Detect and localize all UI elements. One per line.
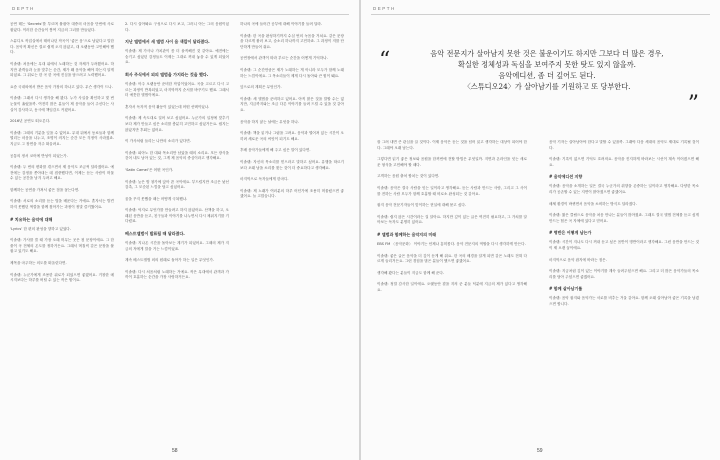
body-paragraph: ‘Lyrics’ 한 편의 완성을 향하고 있었다. [10, 226, 71, 231]
body-paragraph: 잘 그려 내면 큰 관심을 끌 것이다. 이제 음악은 듣는 것을 넘어 읽고 생각하는 대상이 되어야 한다. 그래야 오래 남는다. [377, 140, 527, 150]
body-paragraph: 이솔렛: 그 순간만큼은 제가 노래하는 게 아니라 모두가 함께 노래하는 느낌이에요. 그 목소리들이 제게 다시 돌아와 큰 힘이 돼요. [240, 67, 344, 78]
body-paragraph: 공연장에서 관객이 따라 부르는 순간을 어떻게 기억하나. [240, 56, 328, 61]
body-paragraph: 이 가사처럼 들리는 나만의 소리가 있다면. [125, 139, 191, 144]
section-heading: # 치유하는 음악에 대해 [10, 216, 53, 222]
body-paragraph: 공통의 정서 코어에 반성이 되었는가. [10, 153, 68, 158]
body-paragraph: 이솔렛: 아주 오랫동안 준비한 작업이었어요. 곡을 고르고 다시 고르는 과정이 반복되었고, 마지막까지 순서를 바꾸기도 했죠. 그래서 더 애틋한 앨범이에요. [125, 81, 229, 98]
body-paragraph: 이솔렛: 새 앨범을 준비하고 있어요. 아직 많은 것을 말할 수는 없지만, 지금까지와는 조금 다른 이야기를 들려 드릴 수 있을 것 같아요. [240, 96, 344, 112]
text-column-2 [125, 22, 229, 442]
section-heading: # 앨범과 함께하는 음악지의 미래 [377, 231, 437, 237]
body-paragraph: 이솔렛: 지나온 시간을 돌아보는 계기가 되었어요. 그때의 제가 지금의 저에게 말을 거는 느낌이었죠. [125, 241, 229, 251]
body-paragraph: 2016년 공연도 떠오른다. [10, 119, 51, 124]
pull-quote-line: 음악에디션, 좀 더 깊어도 된다. [498, 71, 596, 80]
body-paragraph: 이솔렛: 서로의 소리를 듣는 법을 배운다는 거예요. 혼자서는 발견하지 못했던 색깔을 함께 찾아가는 과정이 정말 즐거웠어요. [10, 199, 114, 210]
body-paragraph: 이솔렛: 누군가에게 조용한 위로가 되었으면 좋겠어요. 거창한 메시지보다는 하루를 버틸 수 있는 작은 힘이요. [10, 272, 114, 283]
section-heading: # 명반은 어떻게 남는가 [549, 230, 592, 236]
body-paragraph: 이솔렛: 그때의 기분을 잊을 수 없어요. 무대 뒤에서 동료들과 함께 떨리는 마음을 나누고, 조명이 켜지는 순간 모든 걱정이 사라졌죠. 지금도 그 장면을 자주 떠올려요. [10, 130, 114, 146]
pull-quote-line: 확실한 정체성과 독심을 보여주지 못한 탓도 있지 않을까. [458, 60, 636, 69]
body-paragraph: 이솔렛: 다시 처음처럼 노래하는 거예요. 작은 무대에서 관객과 가까이 호흡하는 순간을 가장 사랑하거든요. [125, 269, 229, 280]
body-paragraph: 마지막으로 독자들에게 한마디. [240, 177, 289, 182]
section-heading: 베스트앨범이 발표될 때 달라졌다. [125, 231, 185, 237]
body-paragraph: 이솔렛: 자신의 목소리를 믿으라고 말하고 싶어요. 유행을 따르기보다 오래 남을 소리를 찾는 것이 더 중요하다고 생각해요. [240, 159, 344, 170]
body-paragraph: 생각해 봤다는 분들이 지금도 함께 해 준다. [377, 270, 445, 275]
section-heading: # 함께 살아남기를 [549, 286, 583, 292]
section-heading: # 음악에디션 지향 [549, 174, 583, 180]
body-paragraph: 이솔렛: 책을 읽거나 그림을 그려요. 음악과 떨어져 있는 시간이 오히려 새로운 곡의 씨앗이 되기도 해요. [240, 131, 344, 141]
pull-quote [379, 46, 701, 126]
body-paragraph: 마지막으로 음악 잡지에 바라는 점은. [549, 257, 607, 262]
body-paragraph: 이솔렛: 좋은 글은 음악을 더 깊이 듣게 해 줘요. 한 곡의 배경을 알게 되면 같은 노래도 전혀 다르게 들리거든요. 그런 경험을 많은 분들이 했으면 좋겠어요. [377, 253, 527, 264]
body-paragraph: 이솔렛: 제 속도대로 걸어 보고 싶었어요. 누군가의 일정에 맞추기보다 제가 만들고 싶은 소리를 충분히 고민하고 싶었거든요. 쉽지는 않았지만 후회는 없어요. [125, 116, 229, 132]
body-paragraph: 이솔렛: 시간이 지나도 다시 꺼내 듣고 싶은 음반이 명반이라고 생각해요. 그런 음반을 만드는 것이 제 오랜 꿈이에요. [549, 240, 699, 250]
header-rule [371, 14, 710, 15]
body-paragraph: 요즘 국내외에서 받은 음악 가장의 하나고 있다. 무슨 생각이 드나. [10, 84, 113, 89]
body-paragraph: 이솔렛: 억지로 무언가를 만들려고 하지 않았어요. 산책을 하고, 오래된 음반을 듣고, 친구들과 이야기를 나누면서 다시 채워지기를 기다렸죠. [125, 208, 229, 224]
body-paragraph: 공연 테는 ‘Secrets’를 부르며 붙잡아 대중의 마음을 단번에 사로잡았다. 이러한 순간들이 쌓여 지금의 그녀를 만들었다. [10, 22, 114, 32]
body-paragraph: 이솔렛: 가사를 쓸 때 가장 오래 머무는 곳은 첫 문장이에요. 그 한 줄이 곡 전체의 온도를 정하거든요. 그래서 며칠씩 같은 문장을 붙잡고 있기도 해요. [10, 238, 114, 254]
body-paragraph: 이솔렛: 제 노래가 여러분의 하루 어딘가에 조용히 머물렀으면 좋겠어요. 늘 고맙습니다. [240, 188, 344, 199]
body-paragraph: 이솔렛: 음악을 소개하는 일은 결국 누군가의 취향을 존중하는 일이라고 생각해요. 다양한 목소리가 공존할 수 있는 지면이 많아졌으면 좋겠어요. [549, 184, 699, 194]
running-header: DEPTH [373, 6, 396, 11]
page-number: 59 [537, 448, 543, 454]
left-page [0, 0, 359, 460]
text-column-1 [10, 22, 114, 442]
header-rule [10, 14, 349, 15]
body-paragraph: 이솔렛: 두 번의 변화를 겪으면서 제 음악도 조금씩 달라졌어요. 예전에는 감정을 쏟아내는 데 집중했다면, 이제는 듣는 사람이 머물 수 있는 공간을 남겨 두려고 해요. [10, 165, 114, 181]
body-paragraph: 2. 다시 살아봐요 구성으로 다시 보고, 그러니 아는 그의 음원이었다. [125, 22, 229, 32]
body-paragraph: 이솔렛: 그래서 다시 생각을 해 봤다. 누가 사실을 확인하고 몇 번 눈물이 흘렀을까. 여전히 많은 분들이 제 음악을 들어 주신다는 사실이 감사하고, 동시에 책임감도 커졌어요. [10, 96, 114, 112]
right-page [361, 0, 720, 460]
text-column-3 [240, 22, 344, 442]
close-quote-icon: ” [687, 92, 699, 117]
body-paragraph: 이솔렛: 정말 감사한 일이에요. 오랫동안 곁을 지켜 준 분들 덕분에 지금의 제가 있다고 생각해요. [377, 282, 527, 292]
pull-quote-line: 〈스튜디오24〉가 살아남기를 기원하고 또 당부한다. [463, 82, 631, 91]
body-paragraph: 이솔렛: 음악은 결국 사람을 잇는 일이라고 생각해요. 듣는 사람과 만드는 사람, 그리고 그 사이를 전하는 사람 모두가 함께 호흡할 때 비로소 완성되는 것 같아요. [377, 185, 527, 196]
body-paragraph: 이솔렛: 음악 잡지와 음악가는 서로를 비추는 거울 같아요. 함께 오래 살아남아 좋은 기록을 남겼으면 합니다. [549, 296, 699, 306]
body-paragraph: 이솔렛: 제 가사나 가치관이 좀 더 솔직해진 것 같아요. 예전에는 숨기고 싶었던 감정들도 이제는 그대로 꺼내 놓을 수 있게 되었어요. [125, 49, 229, 65]
open-quote-icon: “ [379, 48, 391, 73]
body-paragraph: 이솔렛: 기록이 없으면 기억도 흐려져요. 음악을 진지하게 바라보는 시선이 계속 이어졌으면 해요. [549, 157, 699, 167]
body-paragraph: 음악을 하지 않는 날에는 무엇을 하나. [240, 119, 299, 124]
body-paragraph: 혼자서 독자적 음악 활동이 있었는데 어떤 선택이었나. [125, 104, 210, 109]
body-paragraph: 꿈을 꾸지 못했을 때는 어떻게 극복했나. [125, 196, 188, 201]
section-heading: 회사 주식에서 외의 앨범을 가지라는 것을 했다. [125, 71, 209, 77]
body-paragraph: 이솔렛: 짧은 클립으로 음악을 처음 만나는 분들이 많아졌죠. 그래도 결국 앨범 전체를 듣고 싶게 만드는 힘은 곡 자체에 있다고 믿어요. [549, 213, 699, 223]
body-paragraph: 고객하는 음원 출처 합치는 것이 있다면. [377, 174, 440, 179]
body-paragraph: 스튜디오 작업실에서 태어나던 작곡이 ‘좋은 음’으로 남았다고 말한다. 음악적 확신은 결코 쉽게 오지 않았고, 대 오랫동안 고민해야 했다. [10, 39, 114, 55]
body-paragraph: 이솔렛: 처음에는 무대 위에서 노래하는 것 자체가 두려웠어요. 하지만 관객들과 눈을 맞추는 순간, 제가 왜 음악을 해야 하는지 알게 되었죠. 그 뒤로는 한 곡 한 곡에 진심을 담으려고 노력했어요. [10, 61, 114, 78]
body-paragraph: EBS FM 〈음악문화〉 이야기는 언제나 흥미롭다. 음악 전문지의 역할을 다시 생각하게 만든다. [377, 241, 526, 246]
body-paragraph: 이솔렛: 쉽지 않은 시간이라는 걸 알아요. 하지만 깊이 있는 글은 여전히 필요하고, 그 가치를 알아보는 독자도 분명히 있어요. [377, 214, 527, 225]
body-paragraph: 그렇다면 읽기 좋은 정보와 음원을 한꺼번에 전할 방법은 무엇일까. 지면과 온라인을 잇는 새로운 형식을 고민해야 할 때다. [377, 157, 527, 167]
body-paragraph: 이솔렛: 한 곡을 완성하기까지 수십 번의 녹음을 거쳐요. 같은 문장을 다르게 불러 보고, 숨소리 하나까지 고민하죠. 그 과정이 저를 단단하게 만들어 줘요. [240, 33, 344, 49]
body-paragraph: 이솔렛: 지금처럼 깊이 있는 이야기를 계속 들려주셨으면 해요. 그리고 더 많은 음악가들의 목소리를 담아 주셨으면 좋겠어요. [549, 269, 699, 279]
body-paragraph: 음악 기자는 살아남아야 한다고 말할 수 있을까. 그래야 다음 세대의 음악도 제대로 기록될 것이다. [549, 140, 699, 150]
running-header: DEPTH [12, 6, 35, 11]
body-paragraph: 매체 환경이 바뀌면서 음악을 소비하는 방식도 달라졌다. [549, 201, 637, 206]
body-paragraph: 앞으로의 계획은 무엇인가. [240, 85, 282, 90]
section-heading: 지난 앨범에서 새 앨범 사이 음 색깔이 달라졌다. [125, 39, 210, 45]
page-number: 58 [172, 448, 178, 454]
body-paragraph: 이솔렛: 피아노 한 대와 목소리만 남았을 때의 소리요. 모든 장식을 걷어 내도 남아 있는 것, 그게 제 음악의 중심이라고 생각해요. [125, 150, 229, 161]
body-paragraph: 계속 베스트앨범 외의 원래로 돌아가 하는 일은 무엇인가. [125, 258, 214, 263]
text-column-1 [377, 140, 527, 440]
pull-quote-line: 음악 전문지가 살아남지 못한 것은 불운이기도 하지만 그보다 더 많은 경우, [430, 49, 664, 58]
body-paragraph: 잡지 음악 전문기자들이 맞이하는 현실에 대해 묻고 싶다. [377, 203, 466, 208]
text-column-2 [549, 140, 699, 440]
body-paragraph: ‘Satin Camel’은 어떤 곡인가. [125, 167, 174, 172]
body-paragraph: 이솔렛: 늦은 밤 창가에 앉아 쓴 곡이에요. 부드럽지만 조금은 낯선 감촉, 그 모순된 느낌을 담고 싶었어요. [125, 179, 229, 190]
body-paragraph: 후배 음악가들에게 해 주고 싶은 말이 있다면. [240, 148, 311, 153]
body-paragraph: 함께하는 공연을 가져서 좋은 점을 꼽는다면. [10, 187, 80, 192]
body-paragraph: 제목을 마주하는 의도를 떠올린다면. [10, 261, 67, 266]
pull-quote-text [407, 48, 687, 92]
body-paragraph: 하나의 곡에 들어간 공부에 대해 이야기를 들려 달라. [240, 22, 323, 26]
